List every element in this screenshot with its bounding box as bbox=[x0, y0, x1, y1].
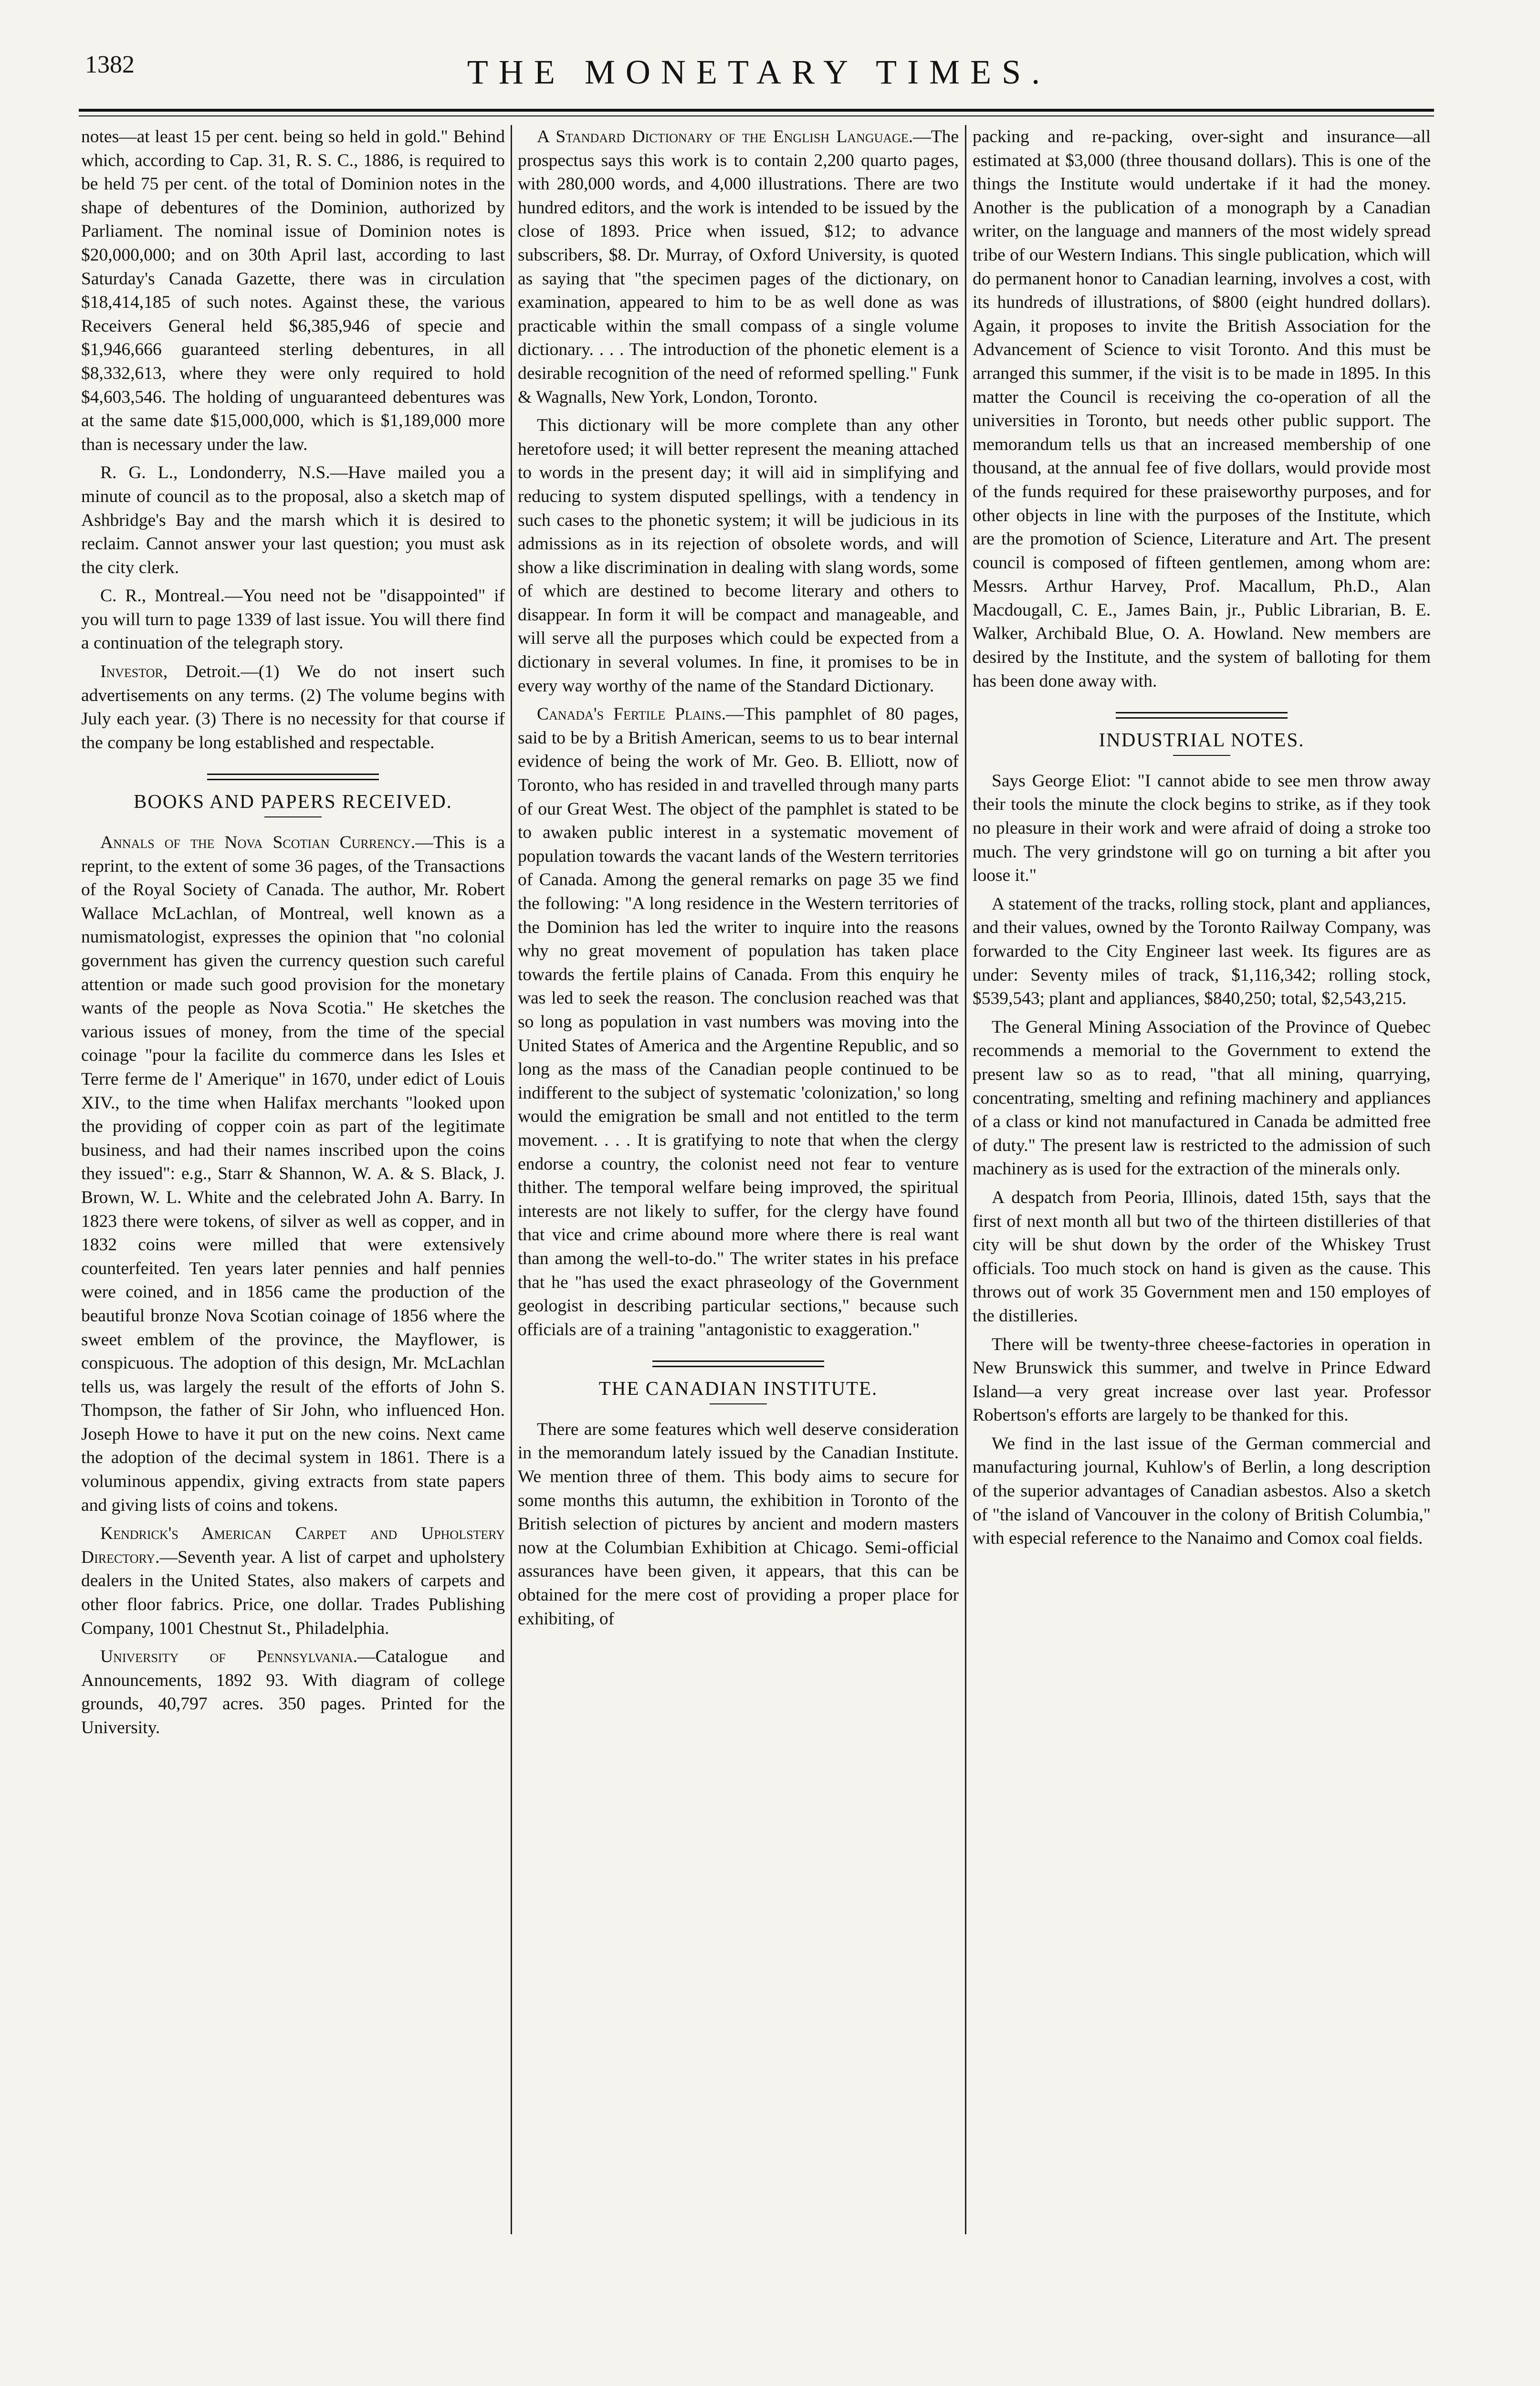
paragraph bbox=[81, 1645, 505, 1739]
column-1 bbox=[81, 125, 505, 2253]
paragraph-body: —This is a reprint, to the extent of some 36 pages, of the Transactions of the Royal Society of Canada. The author, Mr. Robert Wallace McLachlan, of Montreal, well known as a numismatologist, expresses the opinion that "no colonial government has given the currency question such careful attention or made such good provision for the monetary wants of the people as Nova Scotia." He sketches the various issues of money, from the time of the special coinage "pour la facilite du commerce dans les Isles et Terre ferme de l' Amerique" in 1670, under edict of Louis XIV., to the time when Halifax merchants "looked upon the providing of copper coin as part of the legitimate business, and had their names inscribed upon the coins they issued": e.g., Starr & Shannon, W. A. & S. Black, J. Brown, W. L. White and the celebrated John A. Barry. In 1823 there were tokens, of silver as well as copper, and in 1832 coins were milled that were extensively counterfeited. Ten years later pennies and half pennies were coined, and in 1856 came the production of the beautiful bronze Nova Scotian coinage of 1856 where the sweet emblem of the province, the Mayflower, is conspicuous. The adoption of this design, Mr. McLachlan tells us, was largely the result of the efforts of John S. Thompson, the father of Sir John, who influenced Hon. Joseph Howe to have it put on the new coins. Next came the adoption of the decimal system in 1861. There is a voluminous appendix, giving extracts from state papers and giving lists of coins and tokens. bbox=[81, 833, 505, 1515]
paragraph: A despatch from Peoria, Illinois, dated 15th, says that the first of next month all but two of the thirteen distilleries of that city will be shut down by the order of the Whiskey Trust officials. Too much stock on hand is given as the cause. This throws out of work 35 Government men and 150 employes of the distilleries. bbox=[973, 1187, 1431, 1326]
masthead-title: THE MONETARY TIMES. bbox=[467, 53, 1051, 91]
paragraph: Says George Eliot: "I cannot abide to see men throw away their tools the minute the clock begins to strike, as if they took no pleasure in their work and were afraid of doing a stroke too much. The very grindstone will go on turning a bit after you loose it." bbox=[973, 771, 1431, 886]
lead-in: University of Pennsylvania. bbox=[100, 1647, 357, 1667]
column-2 bbox=[518, 125, 959, 2253]
paragraph: This dictionary will be more complete than any other heretofore used; it will better represent the meaning attached to words in the present day; it will aid in simplifying and reducing to system disputed spellings, with a tendency in such cases to the phonetic system; it will be judicious in its admissions as in its rejection of obsolete words, and will show a like discrimination in dealing with slang words, some of which are destined to become literary and others to disappear. In form it will be compact and manageable, and will serve all the purposes which could be expected from a dictionary in several volumes. In fine, it promises to be in every way worthy of the name of the Standard Dictionary. bbox=[518, 416, 959, 696]
heading-rule bbox=[264, 816, 322, 817]
paragraph-body: Detroit.—(1) We do not insert such advertisements on any terms. (2) The volume begins with July each year. (3) There is no necessity for that course if the company be long established and respectable. bbox=[81, 662, 505, 753]
section-separator bbox=[652, 1360, 824, 1367]
paragraph: C. R., Montreal.—You need not be "disappointed" if you will turn to page 1339 of last issue. You will there find a continuation of the telegraph story. bbox=[81, 586, 505, 653]
paragraph: notes—at least 15 per cent. being so held in gold." Behind which, according to Cap. 31, R. S. C., 1886, is required to be held 75 per cent. of the total of Dominion notes in the shape of debentures of the Dominion, authorized by Parliament. The nominal issue of Dominion notes is $20,000,000; and on 30th April last, according to last Saturday's Canada Gazette, there was in circulation $18,414,185 of such notes. Against these, the various Receivers General held $6,385,946 of specie and $1,946,666 guaranteed sterling debentures, in all $8,332,613, where they were only required to hold $4,603,546. The holding of unguaranteed debentures was at the same date $15,000,000, which is $1,189,000 more than is necessary under the law. bbox=[81, 127, 505, 454]
column-divider bbox=[965, 125, 966, 2234]
paragraph bbox=[518, 702, 959, 1341]
page-header bbox=[72, 42, 1446, 94]
paragraph-body: —This pamphlet of 80 pages, said to be by a British American, seems to us to bear internal evidence of being the work of Mr. Geo. B. Elliott, now of Toronto, who has resided in and travelled through many parts of our Great West. The object of the pamphlet is stated to be to awaken public interest in a systematic movement of population towards the vacant lands of the Western territories of Canada. Among the general remarks on page 35 we find the following: "A long residence in the Western territories of the Dominion has led the writer to inquire into the reasons why no great movement of population has taken place towards the fertile plains of Canada. From this enquiry he was led to seek the reason. The conclusion reached was that so long as population in vast numbers was moving into the United States of America and the Argentine Republic, and so long as the mass of the Canadian people continued to be indifferent to the subject of systematic 'colonization,' so long would the emigration be small and not entitled to the term movement. . . . It is gratifying to note that when the clergy endorse a country, the colonist need not fear to venture thither. The temporal welfare being improved, the spiritual interests are not likely to suffer, for the clergy have found that vice and crime abound more where there is real want than among the well-to-do." The writer states in his preface that he "has used the exact phraseology of the Government geologist in describing particular sections," because such officials are of a training "antagonistic to exaggeration." bbox=[518, 704, 959, 1340]
lead-in: Canada's Fertile Plains. bbox=[537, 704, 726, 724]
section-heading: THE CANADIAN INSTITUTE. bbox=[598, 1377, 878, 1400]
lead-in: Kendrick's American Carpet and Upholstery Directory. bbox=[81, 1524, 505, 1567]
paragraph: A statement of the tracks, rolling stock, plant and appliances, and their values, owned by the Toronto Railway Company, was forwarded to the City Engineer last week. Its figures are as under: Seventy miles of track, $1,116,342; rolling stock, $539,543; plant and appliances, $840,250; total, $2,543,215. bbox=[973, 894, 1431, 1009]
section-separator bbox=[207, 774, 379, 780]
paragraph: There will be twenty-three cheese-factories in operation in New Brunswick this summer, and twelve in Prince Edward Island—a very great increase over last year. Professor Robertson's efforts are largely to be thanked for this. bbox=[973, 1334, 1431, 1425]
page-number: 1382 bbox=[85, 51, 135, 78]
paragraph-body: —Catalogue and Announcements, 1892 93. With diagram of college grounds, 40,797 acres. 350 pages. Printed for the University. bbox=[81, 1647, 505, 1737]
paragraph: The General Mining Association of the Province of Quebec recommends a memorial to the Government to extend the present law so as to read, "that all mining, quarrying, concentrating, smelting and refining machinery and appliances of a class or kind not manufactured in Canada be admitted free of duty." The present law is restricted to the admission of such machinery as is used for the extraction of the minerals only. bbox=[973, 1017, 1431, 1179]
paragraph bbox=[81, 1522, 505, 1640]
paragraph-body: —Seventh year. A list of carpet and upholstery dealers in the United States, also makers of carpets and other floor fabrics. Price, one dollar. Trades Publishing Company, 1001 Chestnut St., Philadelphia. bbox=[81, 1547, 505, 1638]
lead-in: Investor, bbox=[100, 662, 168, 682]
section-separator bbox=[1116, 712, 1288, 719]
paragraph: We find in the last issue of the German commercial and manufacturing journal, Kuhlow's of Berlin, a long description of the superior advantages of Canadian asbestos. Also a sketch of "the island of Vancouver in the colony of British Columbia," with especial reference to the Nanaimo and Comox coal fields. bbox=[973, 1434, 1431, 1549]
paragraph bbox=[81, 831, 505, 1517]
paragraph: R. G. L., Londonderry, N.S.—Have mailed you a minute of council as to the proposal, also a sketch map of Ashbridge's Bay and the marsh which it is desired to reclaim. Cannot answer your last question; you must ask the city clerk. bbox=[81, 463, 505, 577]
paragraph bbox=[518, 125, 959, 409]
paragraph: There are some features which well deserve consideration in the memorandum lately issued by the Canadian Institute. We mention three of them. This body aims to secure for some months this autumn, the exhibition in Toronto of the British selection of pictures by ancient and modern masters now at the Columbian Exhibition at Chicago. Semi-official assurances have been given, it appears, that this can be obtained for the mere cost of providing a proper place for exhibiting, of bbox=[518, 1419, 959, 1629]
column-3 bbox=[973, 125, 1431, 2253]
lead-in: A Standard Dictionary of the English Language. bbox=[537, 127, 913, 147]
lead-in: Annals of the Nova Scotian Currency. bbox=[100, 833, 416, 853]
heading-rule bbox=[710, 1403, 767, 1404]
section-heading: BOOKS AND PAPERS RECEIVED. bbox=[134, 790, 452, 813]
section-heading: INDUSTRIAL NOTES. bbox=[1099, 729, 1305, 751]
header-rule bbox=[79, 109, 1434, 112]
header-rule-thin bbox=[79, 115, 1434, 116]
heading-rule bbox=[1173, 755, 1230, 756]
paragraph: packing and re-packing, over-sight and insurance—all estimated at $3,000 (three thousand dollars). This is one of the things the Institute would undertake if it had the money. Another is the publication of a monograph by a Canadian writer, on the language and manners of the most widely spread tribe of our Western Indians. This single publication, which will do permanent honor to Canadian learning, involves a cost, with its hundreds of illustrations, of $800 (eight hundred dollars). Again, it proposes to invite the British Association for the Advancement of Science to visit Toronto. And this must be arranged this summer, if the visit is to be made in 1895. In this matter the Council is receiving the co-operation of all the universities in Toronto, but needs other public support. The memorandum tells us that an increased membership of one thousand, at the annual fee of five dollars, would provide most of the funds required for these praiseworthy purposes, and for other objects in line with the purposes of the Institute, which are the promotion of Science, Literature and Art. The present council is composed of fifteen gentlemen, among whom are: Messrs. Arthur Harvey, Prof. Macallum, Ph.D., Alan Macdougall, C. E., James Bain, jr., Public Librarian, B. E. Walker, Archibald Blue, O. A. Howland. New members are desired by the Institute, and the system of balloting for them has been done away with. bbox=[973, 127, 1431, 691]
paragraph-body: —The prospectus says this work is to contain 2,200 quarto pages, with 280,000 words, and 4,000 illustrations. There are two hundred editors, and the work is intended to be issued by the close of 1893. Price when issued, $12; to advance subscribers, $8. Dr. Murray, of Oxford University, is quoted as saying that "the specimen pages of the dictionary, on examination, appeared to him to be as well done as was practicable within the small compass of a single volume dictionary. . . . The introduction of the phonetic element is a desirable recognition of the need of reformed spelling." Funk & Wagnalls, New York, London, Toronto. bbox=[518, 127, 959, 407]
column-divider bbox=[511, 125, 512, 2234]
paragraph bbox=[81, 660, 505, 754]
